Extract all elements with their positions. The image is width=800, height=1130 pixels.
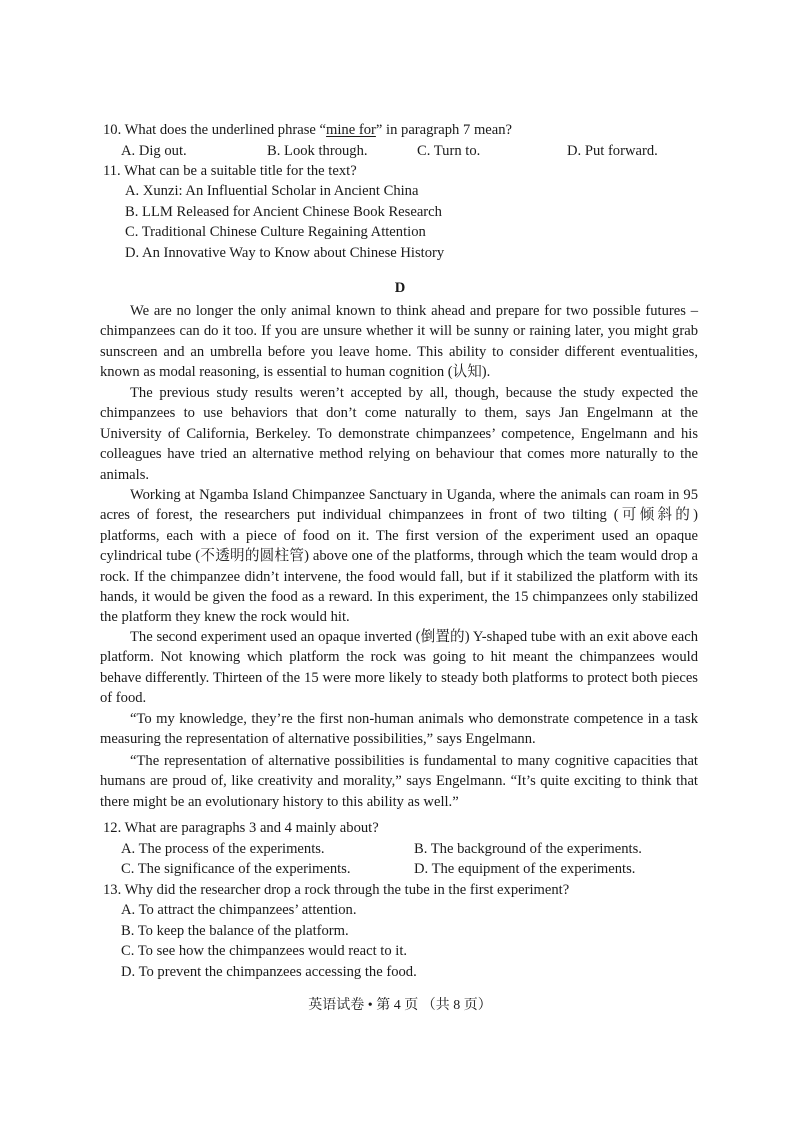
question-10-option-b: B. Look through. xyxy=(267,143,368,159)
question-10-stem-suffix: ” in paragraph 7 mean? xyxy=(375,122,513,138)
passage-paragraph-4: The second experiment used an opaque inverted (倒置的) Y-shaped tube with an exit above each platform. Not knowing which platform the rock was going to hit meant the chimpanzees would behave differently. Thirteen of the 15 were more likely to steady both platforms to protect both pieces of food. xyxy=(100,629,698,707)
question-12-option-a: A. The process of the experiments. xyxy=(121,841,325,857)
question-11-option-b: B. LLM Released for Ancient Chinese Book Research xyxy=(125,204,442,220)
passage-paragraph-1: We are no longer the only animal known to think ahead and prepare for two possible futures – chimpanzees can do it too. If you are unsure whether it will be sunny or raining later, you might grab sunscreen and an umbrella before you leave home. This ability to consider different eventualities, known as modal reasoning, is essential to human cognition (认知). xyxy=(100,303,698,381)
question-10-option-c: C. Turn to. xyxy=(417,143,481,159)
question-11-option-a: A. Xunzi: An Influential Scholar in Ancient China xyxy=(125,183,419,199)
question-11-stem: 11. What can be a suitable title for the text? xyxy=(103,163,357,179)
question-10-option-a: A. Dig out. xyxy=(121,143,187,159)
passage-heading: D xyxy=(394,280,406,296)
question-13-option-d: D. To prevent the chimpanzees accessing the food. xyxy=(121,964,417,980)
question-13-option-c: C. To see how the chimpanzees would react to it. xyxy=(121,943,408,959)
page-footer: 英语试卷 • 第 4 页 （共 8 页） xyxy=(308,998,492,1013)
question-11-option-c: C. Traditional Chinese Culture Regaining Attention xyxy=(125,224,426,240)
question-12-option-d: D. The equipment of the experiments. xyxy=(414,861,636,877)
question-11-option-d: D. An Innovative Way to Know about Chinese History xyxy=(125,245,445,261)
question-10-option-d: D. Put forward. xyxy=(567,143,658,159)
question-10-stem xyxy=(103,120,512,140)
question-10-stem-prefix: 10. What does the underlined phrase “ xyxy=(103,122,327,138)
question-13-stem: 13. Why did the researcher drop a rock through the tube in the first experiment? xyxy=(103,882,570,898)
question-13-option-b: B. To keep the balance of the platform. xyxy=(121,923,349,939)
question-12-option-b: B. The background of the experiments. xyxy=(414,841,642,857)
question-10-options xyxy=(121,141,681,162)
passage-paragraph-6: “The representation of alternative possibilities is fundamental to many cognitive capacities that humans are proud of, like creativity and morality,” says Engelmann. “It’s quite exciting to think that there might be an evolutionary history to this ability as well.” xyxy=(100,753,698,810)
underlined-phrase: mine for xyxy=(326,122,376,138)
question-12-stem: 12. What are paragraphs 3 and 4 mainly about? xyxy=(103,820,379,836)
question-13-option-a: A. To attract the chimpanzees’ attention. xyxy=(121,902,357,918)
question-12-option-c: C. The significance of the experiments. xyxy=(121,861,351,877)
passage-paragraph-3: Working at Ngamba Island Chimpanzee Sanctuary in Uganda, where the animals can roam in 95 acres of forest, the researchers put individual chimpanzees in front of two tilting (可倾斜的) platforms, each with a piece of food on it. The first version of the experiment used an opaque cylindrical tube (不透明的圆柱管) above one of the platforms, through which the team would drop a rock. If the chimpanzee didn’t intervene, the food would fall, but if it stabilized the platform with its hands, it would be given the food as a reward. In this experiment, the 15 chimpanzees only stabilized the platform they knew the rock would hit. xyxy=(100,487,698,626)
passage-paragraph-2: The previous study results weren’t accepted by all, though, because the study expected the chimpanzees to use behaviors that don’t come naturally to them, says Jan Engelmann at the University of California, Berkeley. To demonstrate chimpanzees’ competence, Engelmann and his colleagues have tried an alternative method relying on behaviour that comes more naturally to the animals. xyxy=(100,385,698,483)
passage-paragraph-5: “To my knowledge, they’re the first non-human animals who demonstrate competence in a task measuring the representation of alternative possibilities,” says Engelmann. xyxy=(100,711,698,748)
